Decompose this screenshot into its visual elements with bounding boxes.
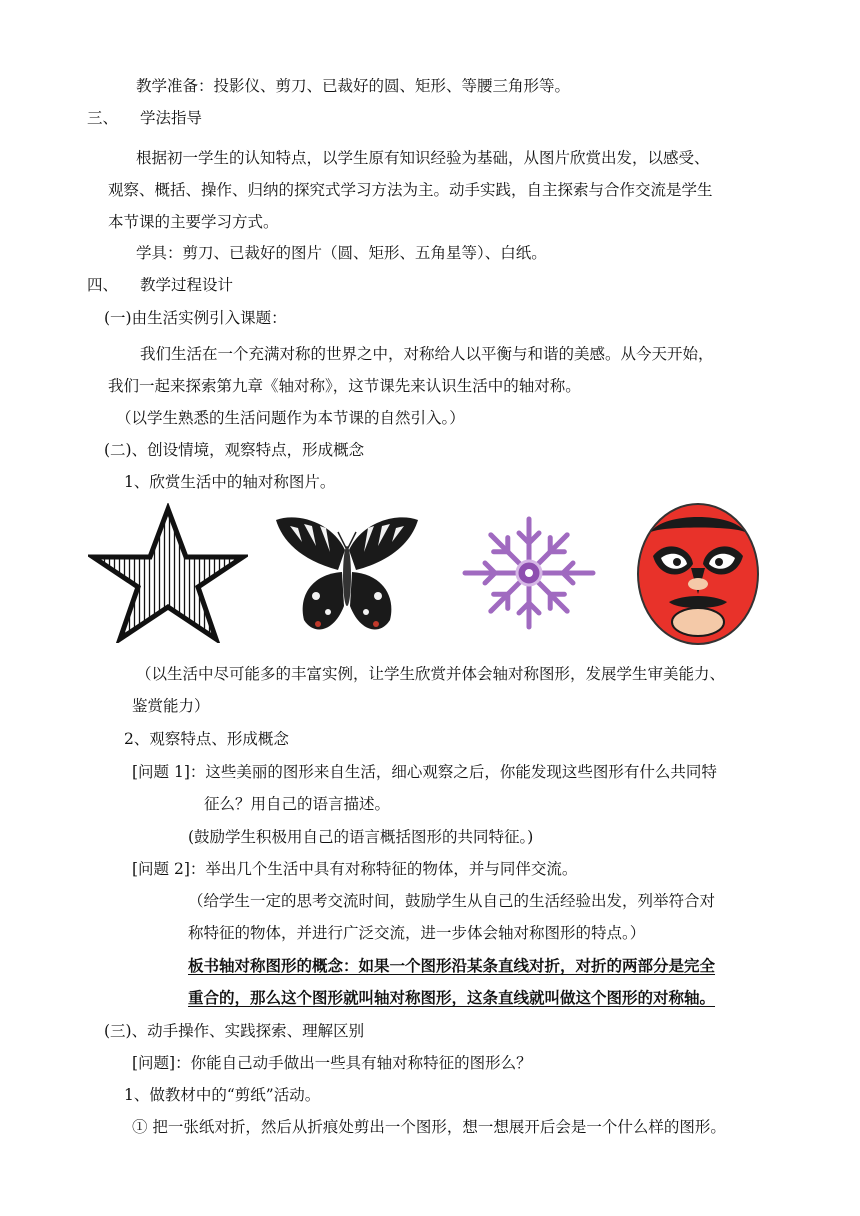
note-line: （以学生熟悉的生活问题作为本节课的自然引入。） — [116, 409, 465, 427]
prep-line: 教学准备：投影仪、剪刀、已裁好的圆、矩形、等腰三角形等。 — [136, 77, 571, 95]
paragraph-line: 我们生活在一个充满对称的世界之中，对称给人以平衡与和谐的美感。从今天开始， — [140, 345, 714, 363]
question-1-note: (鼓励学生积极用自己的语言概括图形的共同特征。) — [188, 828, 534, 846]
question-2-line: [问题 2]：举出几个生活中具有对称特征的物体，并与同伴交流。 — [132, 860, 578, 878]
butterfly-image — [272, 512, 422, 640]
subsection-3-title: (三)、动手操作、实践探索、理解区别 — [104, 1022, 365, 1040]
item-1-title: 1、欣赏生活中的轴对称图片。 — [124, 473, 336, 491]
section-4-title: 教学过程设计 — [140, 276, 234, 294]
paragraph-line: 本节课的主要学习方式。 — [108, 213, 279, 231]
question-1-line: 征么？用自己的语言描述。 — [204, 795, 391, 813]
item-2-title: 2、观察特点、形成概念 — [124, 730, 289, 748]
note-line: （以生活中尽可能多的丰富实例，让学生欣赏并体会轴对称图形，发展学生审美能力、 — [136, 665, 726, 683]
definition-line: 板书轴对称图形的概念：如果一个图形沿某条直线对折，对折的两部分是完全 — [188, 956, 716, 975]
paragraph-line: 我们一起来探索第九章《轴对称》，这节课先来认识生活中的轴对称。 — [108, 377, 581, 395]
definition-line: 重合的，那么这个图形就叫轴对称图形，这条直线就叫做这个图形的对称轴。 — [188, 988, 716, 1007]
question-3-line: [问题]：你能自己动手做出一些具有轴对称特征的图形么？ — [132, 1054, 532, 1072]
question-2-note: 称特征的物体，并进行广泛交流，进一步体会轴对称图形的特点。） — [188, 924, 646, 942]
tools-line: 学具：剪刀、已裁好的图片（圆、矩形、五角星等）、白纸。 — [136, 244, 547, 262]
subsection-1-title: (一)由生活实例引入课题： — [104, 309, 287, 327]
step-1-line: ① 把一张纸对折，然后从折痕处剪出一个图形，想一想展开后会是一个什么样的图形。 — [132, 1118, 726, 1136]
subsection-2-title: (二)、创设情境，观察特点，形成概念 — [104, 441, 365, 459]
question-2-note: （给学生一定的思考交流时间，鼓励学生从自己的生活经验出发，列举符合对 — [188, 892, 716, 910]
question-1-line: [问题 1]：这些美丽的图形来自生活，细心观察之后，你能发现这些图形有什么共同特 — [132, 763, 717, 781]
item-1-title: 1、做教材中的“剪纸”活动。 — [124, 1086, 321, 1104]
paragraph-line: 根据初一学生的认知特点，以学生原有知识经验为基础，从图片欣赏出发，以感受、 — [136, 149, 710, 167]
section-3-title: 学法指导 — [140, 109, 203, 127]
paragraph-line: 观察、概括、操作、归纳的探究式学习方法为主。动手实践，自主探索与合作交流是学生 — [108, 181, 713, 199]
section-3-number: 三、 — [87, 109, 119, 127]
snowflake-image — [459, 513, 599, 633]
opera-mask-image — [633, 498, 763, 646]
star-image — [88, 503, 248, 643]
section-4-number: 四、 — [87, 276, 119, 294]
note-line: 鉴赏能力） — [132, 697, 210, 715]
